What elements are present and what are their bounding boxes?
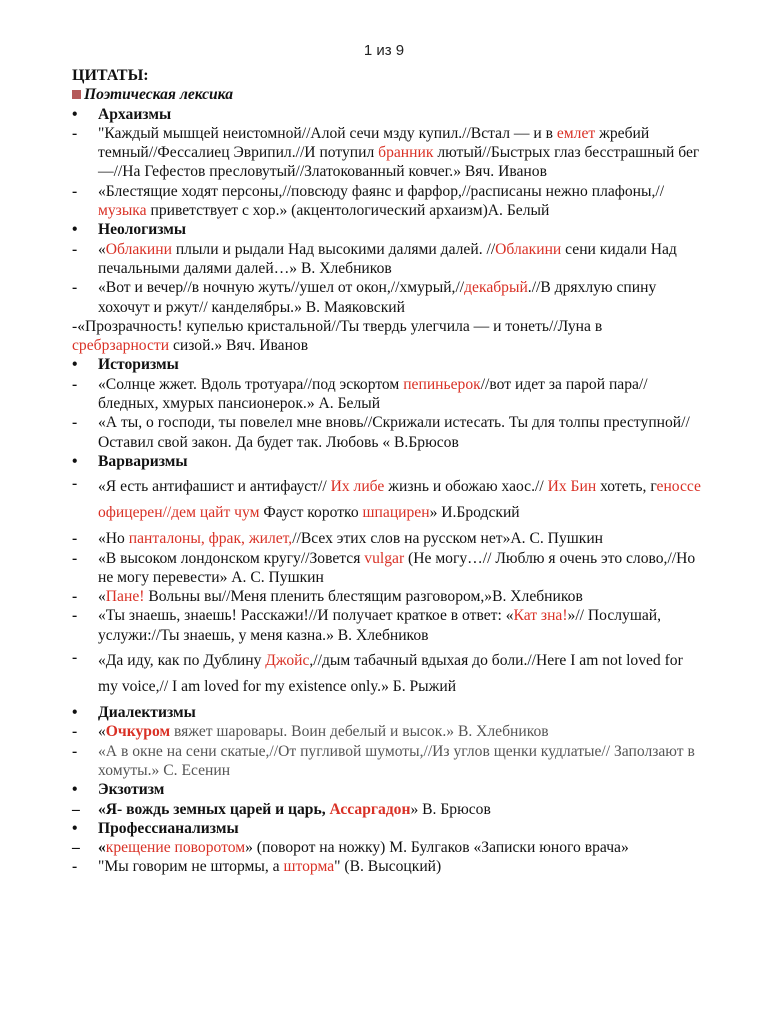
quote-item (72, 375, 702, 414)
highlighted-term: Пане! (105, 588, 145, 606)
bullet-icon: • (72, 819, 78, 837)
quote-text: « (98, 588, 106, 606)
quote-item (72, 857, 702, 876)
section-subtitle (72, 85, 702, 104)
quote-text: .//В дряхлую спину хохочут и ржут// канделябры.» В. Маяковский (98, 279, 657, 316)
dash-marker: - (72, 279, 78, 297)
bullet-icon: • (72, 221, 78, 239)
quote-text: « (98, 240, 106, 258)
square-bullet-icon (72, 90, 81, 99)
quote-text: « (98, 723, 106, 741)
quote-item (72, 587, 702, 606)
category-heading (72, 819, 702, 838)
dash-marker: - (72, 414, 78, 432)
bullet-icon: • (72, 105, 78, 123)
quote-item (72, 722, 702, 741)
highlighted-term: Их либе (330, 478, 385, 496)
highlighted-term: крещение поворотом (105, 839, 246, 857)
dash-marker: - (72, 530, 78, 548)
quote-text: лютый//Быстрых глаз бесстрашный бег —//На Гефестов пресловутый//Златокованный ковчег.» Вяч. Иванов (98, 144, 700, 181)
highlighted-term: еноссе офицерен//дем цайт чум (98, 478, 701, 522)
category-heading-text: Диалектизмы (98, 704, 196, 722)
highlighted-term: vulgar (364, 549, 405, 567)
highlighted-term: емлет (556, 124, 596, 142)
quote-text: «Я- вождь земных царей и царь, (98, 800, 330, 818)
document-body (72, 66, 702, 877)
quote-text: сизой.» Вяч. Иванов (169, 337, 309, 355)
quote-text: приветствует с хор.» (акцентологический архаизм)А. Белый (146, 202, 550, 220)
quote-text: » (поворот на ножку) М. Булгаков «Записки юного врача» (245, 839, 629, 857)
dash-marker: - (72, 375, 78, 393)
dash-marker: - (72, 607, 78, 625)
quote-item (72, 645, 702, 703)
highlighted-term: панталоны, фрак, жилет, (128, 530, 293, 548)
quote-text: Фауст коротко (259, 504, 363, 522)
category-heading-text: Экзотизм (98, 781, 165, 799)
quote-text: "Каждый мышцей неистомной//Алой сечи мзду купил.//Встал — и в (98, 124, 557, 142)
highlighted-term: бранник (378, 144, 434, 162)
quote-item (72, 124, 702, 182)
quote-text: « (98, 839, 106, 857)
quote-text: -«Прозрачность! купелью кристальной//Ты твердь улегчила — и тонеть//Луна в (72, 317, 603, 335)
category-heading-text: Варваризмы (98, 452, 188, 470)
quote-item (72, 800, 702, 819)
highlighted-term: Ассаргадон (329, 800, 411, 818)
dash-marker: - (72, 549, 78, 567)
quote-text: " (В. Высоцкий) (334, 858, 442, 876)
quote-text: «Вот и вечер//в ночную жуть//ушел от окон,//хмурый,// (98, 279, 465, 297)
category-heading (72, 703, 702, 722)
highlighted-term: Облакини (495, 240, 562, 258)
page-indicator: 1 из 9 (363, 42, 405, 59)
highlighted-term: Очкуром (105, 723, 171, 741)
category-heading-text: Неологизмы (98, 221, 187, 239)
quote-item (72, 606, 702, 645)
highlighted-term: шпацирен (362, 504, 430, 522)
document-title: ЦИТАТЫ: (72, 67, 149, 84)
quote-text: //вот идет за парой пара//бледных, хмурых пансионерок.» А. Белый (98, 375, 648, 413)
dash-marker: - (72, 475, 78, 493)
bullet-icon: • (72, 452, 78, 470)
category-heading (72, 452, 702, 471)
quote-item (72, 529, 702, 548)
quote-item (72, 838, 702, 857)
dash-marker: – (72, 800, 80, 818)
dash-marker: - (72, 649, 78, 667)
quote-text: хотеть, г (596, 478, 657, 496)
category-heading-text: Архаизмы (98, 105, 172, 123)
quote-item (72, 742, 702, 781)
quote-text: «Да иду, как по Дублину (98, 652, 266, 670)
category-heading-text: Профессианализмы (98, 819, 239, 837)
highlighted-term: сребрзарности (72, 337, 170, 355)
bullet-icon: • (72, 781, 78, 799)
quote-text: плыли и рыдали Над высокими далями далей. // (171, 240, 496, 258)
quote-text: "Мы говорим не штормы, а (98, 858, 284, 876)
quote-item (72, 471, 702, 529)
highlighted-term: Джойс (265, 652, 310, 670)
quote-text: » И.Бродский (429, 504, 520, 522)
quote-text: Вольны вы//Меня пленить блестящим разговором,»В. Хлебников (144, 588, 583, 606)
quote-item (72, 278, 702, 317)
quote-text: «Я есть антифашист и антифауст// (98, 478, 331, 496)
highlighted-term: Облакини (105, 240, 172, 258)
quote-text: вяжет шаровары. Воин дебелый и высок.» В. Хлебников (170, 723, 549, 741)
quote-text: «Ты знаешь, знаешь! Расскажи!//И получает краткое в ответ: « (98, 607, 514, 625)
quote-text: «Солнце жжет. Вдоль тротуара//под эскортом (98, 375, 404, 393)
quote-text: «В высоком лондонском кругу//Зовется (98, 549, 365, 567)
dash-marker: - (72, 182, 78, 200)
highlighted-term: декабрый (464, 279, 528, 297)
dash-marker: - (72, 588, 78, 606)
quote-text: жизнь и обожаю хаос.// (384, 478, 548, 496)
quote-text: //Всех этих слов на русском нет»А. С. Пушкин (292, 530, 604, 548)
category-heading (72, 355, 702, 374)
category-heading (72, 780, 702, 799)
bullet-icon: • (72, 356, 78, 374)
dash-marker: - (72, 240, 78, 258)
section-subtitle-text: Поэтическая лексика (84, 86, 233, 104)
quote-text: сени кидали Над печальными далями далей…» В. Хлебников (98, 240, 677, 277)
quote-item (72, 182, 702, 221)
dash-marker: – (72, 839, 80, 857)
quote-text: «А в окне на сени скатые,//От пугливой шумоты,//Из углов щенки кудлатые// Заползают в хомуты.» С. Есенин (98, 742, 695, 779)
quote-text: «А ты, о господи, ты повелел мне вновь//Скрижали истесать. Ты для толпы преступной//Оставил свой закон. Да будет так. Любовь « В.Брюсов (98, 414, 690, 451)
quote-text: ,//дым табачный вдыхая до боли.//Here I am not loved for my voice,// I am loved for my existence only.» Б. Рыжий (98, 652, 683, 696)
highlighted-term: шторма (283, 858, 335, 876)
quote-item (72, 413, 702, 452)
quote-item (72, 240, 702, 279)
dash-marker: - (72, 723, 78, 741)
quote-text: (Не могу…// Люблю я очень это слово,//Но не могу перевести» А. С. Пушкин (98, 549, 696, 586)
highlighted-term: пепиньерок (403, 375, 481, 393)
category-heading (72, 105, 702, 124)
quote-item (72, 549, 702, 588)
quote-text: «Но (98, 530, 129, 548)
dash-marker: - (72, 742, 78, 760)
highlighted-term: Кат зна! (513, 607, 568, 625)
highlighted-term: Их Бин (547, 478, 597, 496)
quote-text: » В. Брюсов (410, 800, 491, 818)
bullet-icon: • (72, 704, 78, 722)
category-heading (72, 220, 702, 239)
dash-marker: - (72, 858, 78, 876)
quote-list (72, 105, 702, 877)
quote-text: жребий темный//Фессалиец Эврипил.//И потупил (98, 124, 650, 162)
category-heading-text: Историзмы (98, 356, 179, 374)
quote-text: »// Послушай, услужи://Ты знаешь, у меня казна.» В. Хлебников (98, 607, 662, 644)
dash-marker: - (72, 124, 78, 142)
quote-text: «Блестящие ходят персоны,//повсюду фаянс и фарфор,//расписаны нежно плафоны,// (98, 182, 665, 200)
highlighted-term: музыка (98, 202, 147, 220)
quote-item (72, 317, 702, 356)
